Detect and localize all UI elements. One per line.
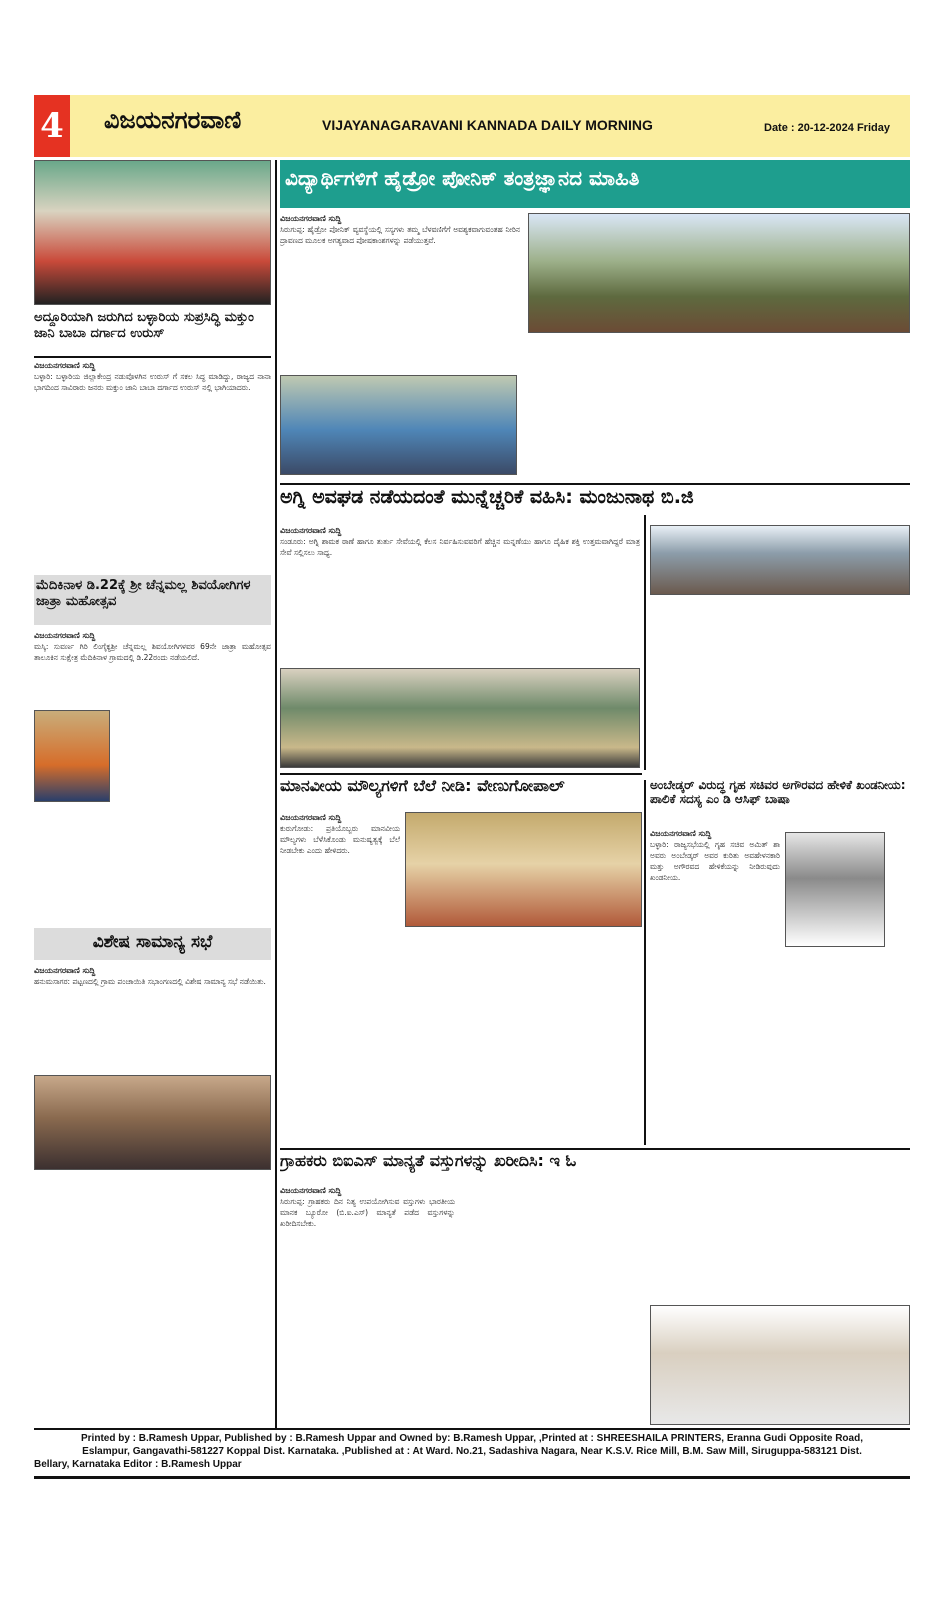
bis-rule [280,1148,910,1150]
swamiji-portrait [34,710,110,802]
bis-right-text [650,1151,910,1301]
ambedkar-continued-text [650,950,910,1145]
hydroponic-byline: ವಿಜಯನಗರವಾಣಿ ಸುದ್ದಿ [280,214,342,223]
urus-photo [34,160,271,305]
bis-byline: ವಿಜಯನಗರವಾಣಿ ಸುದ್ದಿ [280,1186,342,1195]
ambedkar-byline: ವಿಜಯನಗರವಾಣಿ ಸುದ್ದಿ [650,829,712,838]
fire-byline: ವಿಜಯನಗರವಾಣಿ ಸುದ್ದಿ [280,526,342,535]
brand-kannada: ವಿಜಯನಗರವಾಣಿ [104,106,242,134]
fire-training-photo [650,525,910,595]
hydroponic-lead: ಸಿರುಗುಪ್ಪ: ಹೈಡ್ರೋ ಪೋನಿಕ್ ವ್ಯವಸ್ಥೆಯಲ್ಲಿ ಸಸ್ಯಗಳು ತಮ್ಮ ಬೆಳವಣಿಗೆಗೆ ಅವಶ್ಯಕವಾಗುವಂತಹ ನೀರಿನ ದ್ರಾವಣದ ಮೂಲಕ ಅಗತ್ಯವಾದ ಪೋಷಕಾಂಶಗಳನ್ನು ಪಡೆಯುತ್ತವೆ. [280,224,520,245]
values-body [280,812,400,927]
hydroponic-photo-classroom [280,375,517,475]
footer-top-rule [34,1428,910,1430]
ambedkar-portrait [785,832,885,947]
fire-group-photo [280,668,640,768]
brand-english: VIJAYANAGARAVANI KANNADA DAILY MORNING [322,117,653,133]
imprint-line-2: Eslampur, Gangavathi-581227 Koppal Dist. Karnataka. ,Published at : At Ward. No.21, Sadashiva Nagara, Near K.S.V. Rice Mill, B.M. Saw Mill, Siruguppa-583121 Dist. [82,1446,862,1457]
jatra-byline: ವಿಜಯನಗರವಾಣಿ ಸುದ್ದಿ [34,631,96,640]
values-rule [280,773,642,775]
bis-lead: ಸಿರುಗುಪ್ಪ: ಗ್ರಾಹಕರು ದಿನ ನಿತ್ಯ ಉಪಯೋಗಿಸುವ ವಸ್ತುಗಳು ಭಾರತೀಯ ಮಾನಕ ಬ್ಯೂರೋ (ಬಿ.ಐ.ಎಸ್) ಮಾನ್ಯತೆ ಪಡೆದ ವಸ್ತುಗಳನ್ನು ಖರೀದಿಸಬೇಕು. [280,1196,455,1228]
jatra-body [34,630,271,710]
hydroponic-continued-text [528,338,910,478]
bis-office-photo [650,1305,910,1425]
hydroponic-body [280,213,520,373]
bis-headline: ಗ್ರಾಹಕರು ಬಿಐಎಸ್ ಮಾನ್ಯತೆ ವಸ್ತುಗಳನ್ನು ಖರೀದಿಸಿ: ಇ ಓ [280,1151,577,1170]
imprint [34,1432,910,1474]
values-byline: ವಿಜಯನಗರವಾಣಿ ಸುದ್ದಿ [280,813,342,822]
imprint-line-1: Printed by : B.Ramesh Uppar, Published by : B.Ramesh Uppar and Owned by: B.Ramesh Uppar, ,Printed at : SHREESHAILA PRINTERS, Eranna Gudi Opposite Road, [81,1433,863,1444]
ambedkar-lead: ಬಳ್ಳಾರಿ: ರಾಜ್ಯಸಭೆಯಲ್ಲಿ ಗೃಹ ಸಚಿವ ಅಮಿತ್ ಶಾ ಅವರು ಅಂಬೇಡ್ಕರ್ ಅವರ ಕುರಿತು ಅವಹೇಳನಕಾರಿ ಮತ್ತು ಅಗೌರವದ ಹೇಳಿಕೆಯನ್ನು ನೀಡಿರುವುದು ಖಂಡನೀಯ. [650,839,780,882]
meeting-body [34,965,271,1070]
issue-date: Date : 20-12-2024 Friday [764,122,890,134]
urus-body [34,360,271,570]
fire-continued-text [650,600,910,770]
values-headline: ಮಾನವೀಯ ಮೌಲ್ಯಗಳಿಗೆ ಬೆಲೆ ನೀಡಿ: ವೇಣುಗೋಪಾಲ್ [280,776,565,795]
meeting-byline: ವಿಜಯನಗರವಾಣಿ ಸುದ್ದಿ [34,966,96,975]
values-photo [405,812,642,927]
urus-byline: ವಿಜಯನಗರವಾಣಿ ಸುದ್ದಿ [34,361,96,370]
column-rule-right-top [644,515,646,770]
hydroponic-headline: ವಿದ್ಯಾರ್ಥಿಗಳಿಗೆ ಹೈಡ್ರೋ ಪೋನಿಕ್ ತಂತ್ರಜ್ಞಾನದ ಮಾಹಿತಿ [285,166,640,190]
ambedkar-headline: ಅಂಬೇಡ್ಕರ್ ವಿರುದ್ಧ ಗೃಹ ಸಚಿವರ ಅಗೌರವದ ಹೇಳಿಕೆ ಖಂಡನೀಯ: ಪಾಲಿಕೆ ಸದಸ್ಯ ಎಂ ಡಿ ಆಸಿಫ್ ಬಾಷಾ [650,778,906,807]
footer-bottom-rule [34,1476,910,1479]
urus-headline: ಅದ್ದೂರಿಯಾಗಿ ಜರುಗಿದ ಬಳ್ಳಾರಿಯ ಸುಪ್ರಸಿದ್ಧಿ ಮಕ್ತುಂ ಜಾನಿ ಬಾಬಾ ದರ್ಗಾದ ಉರುಸ್ [34,310,254,341]
jatra-headline: ಮೆದಿಕಿನಾಳ ಡಿ.22ಕ್ಕೆ ಶ್ರೀ ಚೆನ್ನಮಲ್ಲ ಶಿವಯೋಗಿಗಳ ಜಾತ್ರಾ ಮಹೋತ್ಸವ [36,578,251,609]
jatra-lead: ಮಸ್ಕಿ: ಸುವರ್ಣ ಗಿರಿ ಲಿಂಗೈಕ್ಯಶ್ರೀ ಚೆನ್ನಮಲ್ಲ ಶಿವಯೋಗಿಗಳವರ 69ನೇ ಜಾತ್ರಾ ಮಹೋತ್ಸವ ತಾಲೂಕಿನ ಸುಕ್ಷೇತ್ರ ಮೆದಿಕಿನಾಳ ಗ್ರಾಮದಲ್ಲಿ ಡಿ.22ರಂದು ನಡೆಯಲಿದೆ. [34,641,271,662]
meeting-headline: ವಿಶೇಷ ಸಾಮಾನ್ಯ ಸಭೆ [92,932,213,952]
page-number: 4 [34,95,70,157]
meeting-continued-text [34,1175,271,1425]
column-rule-right-mid [644,780,646,1145]
values-continued-text [280,930,642,1145]
meeting-lead: ಹನುಮಸಾಗರ: ಪಟ್ಟಣದಲ್ಲಿ ಗ್ರಾಮ ಪಂಚಾಯಿತಿ ಸಭಾಂಗಣದಲ್ಲಿ ವಿಶೇಷ ಸಾಮಾನ್ಯ ಸಭೆ ನಡೆಯಿತು. [34,976,266,986]
fire-lead: ಸಂಡೂರು: ಅಗ್ನಿ ಶಾಮಕ ಠಾಣೆ ಹಾಗೂ ತುರ್ತು ಸೇವೆಯಲ್ಲಿ ಕೆಲಸ ನಿರ್ವಹಿಸುವವರಿಗೆ ಹೆಚ್ಚಿನ ಮನ್ನಣೆಯು ಹಾಗೂ ದೈಹಿಕ ಶಕ್ತಿ ಉತ್ತಮವಾಗಿದ್ದರೆ ಮಾತ್ರ ಸೇವೆ ಸಲ್ಲಿಸಲು ಸಾಧ್ಯ. [280,536,640,557]
fire-headline: ಅಗ್ನಿ ಅವಘಡ ನಡೆಯದಂತೆ ಮುನ್ನೆಚ್ಚರಿಕೆ ವಹಿಸಿ: ಮಂಜುನಾಥ ಬಿ.ಜಿ [280,486,694,508]
column-rule-left [275,160,277,1428]
hydroponic-photo-students [528,213,910,333]
meeting-photo [34,1075,271,1170]
fire-body [280,525,640,663]
imprint-line-3: Bellary, Karnataka Editor : B.Ramesh Uppar [34,1459,242,1470]
fire-rule [280,483,910,485]
bis-body [280,1185,455,1425]
ambedkar-body [650,828,780,948]
urus-rule [34,356,271,358]
urus-lead: ಬಳ್ಳಾರಿ: ಬಳ್ಳಾರಿಯ ಜಿಲ್ಲಾಕೇಂದ್ರ ನಡುವೊಳಗಿನ ಉರುಸ್ ಗೆ ಸಕಲ ಸಿದ್ಧ ಮಾಡಿದ್ದು, ರಾಜ್ಯದ ನಾನಾ ಭಾಗದಿಂದ ಸಾವಿರಾರು ಜನರು ಮಕ್ತುಂ ಜಾನಿ ಬಾಬಾ ದರ್ಗಾದ ಉರುಸ್ ನಲ್ಲಿ ಭಾಗಿಯಾದರು. [34,371,271,392]
values-lead: ಕುರುಗೋಡು: ಪ್ರತಿಯೊಬ್ಬರು ಮಾನವೀಯ ಮೌಲ್ಯಗಳು ಬೆಳೆಸಿಕೊಂಡು ಮನುಷ್ಯತ್ವಕ್ಕೆ ಬೆಲೆ ನೀಡಬೇಕು ಎಂದು ಹೇಳಿದರು. [280,823,400,855]
bis-continued-text [462,1185,642,1425]
